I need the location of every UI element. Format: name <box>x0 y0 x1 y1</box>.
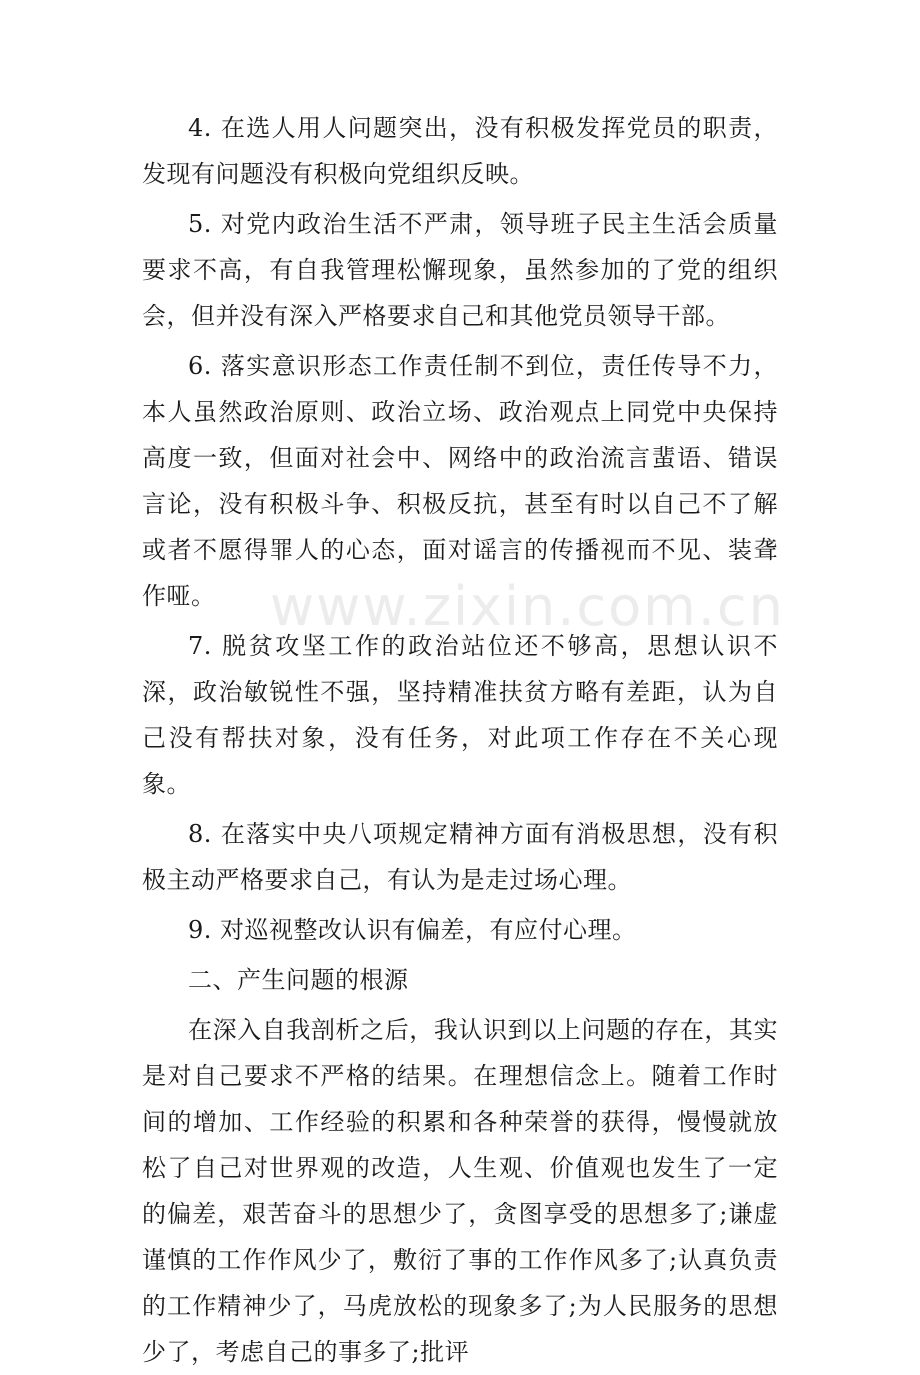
paragraph-item-4: 4. 在选人用人问题突出，没有积极发挥党员的职责，发现有问题没有积极向党组织反映。 <box>142 114 778 188</box>
paragraph-item-9: 9. 对巡视整改认识有偏差，有应付心理。 <box>188 916 637 944</box>
paragraph-item-8: 8. 在落实中央八项规定精神方面有消极思想，没有积极主动严格要求自己，有认为是走过场心理。 <box>142 820 778 894</box>
document-body <box>142 105 778 1375</box>
paragraph-item-5: 5. 对党内政治生活不严肃，领导班子民主生活会质量要求不高，有自我管理松懈现象，虽然参加的了党的组织会，但并没有深入严格要求自己和其他党员领导干部。 <box>142 210 778 330</box>
paragraph-item-7: 7. 脱贫攻坚工作的政治站位还不够高，思想认识不深，政治敏锐性不强，坚持精准扶贫方略有差距，认为自己没有帮扶对象，没有任务，对此项工作存在不关心现象。 <box>142 632 778 798</box>
watermark: www.zixin.com.cn <box>270 575 785 638</box>
section-heading: 二、产生问题的根源 <box>188 966 409 994</box>
closing-paragraph: 在深入自我剖析之后，我认识到以上问题的存在，其实是对自己要求不严格的结果。在理想信念上。随着工作时间的增加、工作经验的积累和各种荣誉的获得，慢慢就放松了自己对世界观的改造，人生观、价值观也发生了一定的偏差，艰苦奋斗的思想少了，贪图享受的思想多了;谦虚谨慎的工作作风少了，敷衍了事的工作作风多了;认真负责的工作精神少了，马虎放松的现象多了;为人民服务的思想少了，考虑自己的事多了;批评 <box>142 1016 778 1366</box>
paragraph-item-6: 6. 落实意识形态工作责任制不到位，责任传导不力，本人虽然政治原则、政治立场、政治观点上同党中央保持高度一致，但面对社会中、网络中的政治流言蜚语、错误言论，没有积极斗争、积极反抗，甚至有时以自己不了解或者不愿得罪人的心态，面对谣言的传播视而不见、装聋作哑。 <box>142 352 778 610</box>
